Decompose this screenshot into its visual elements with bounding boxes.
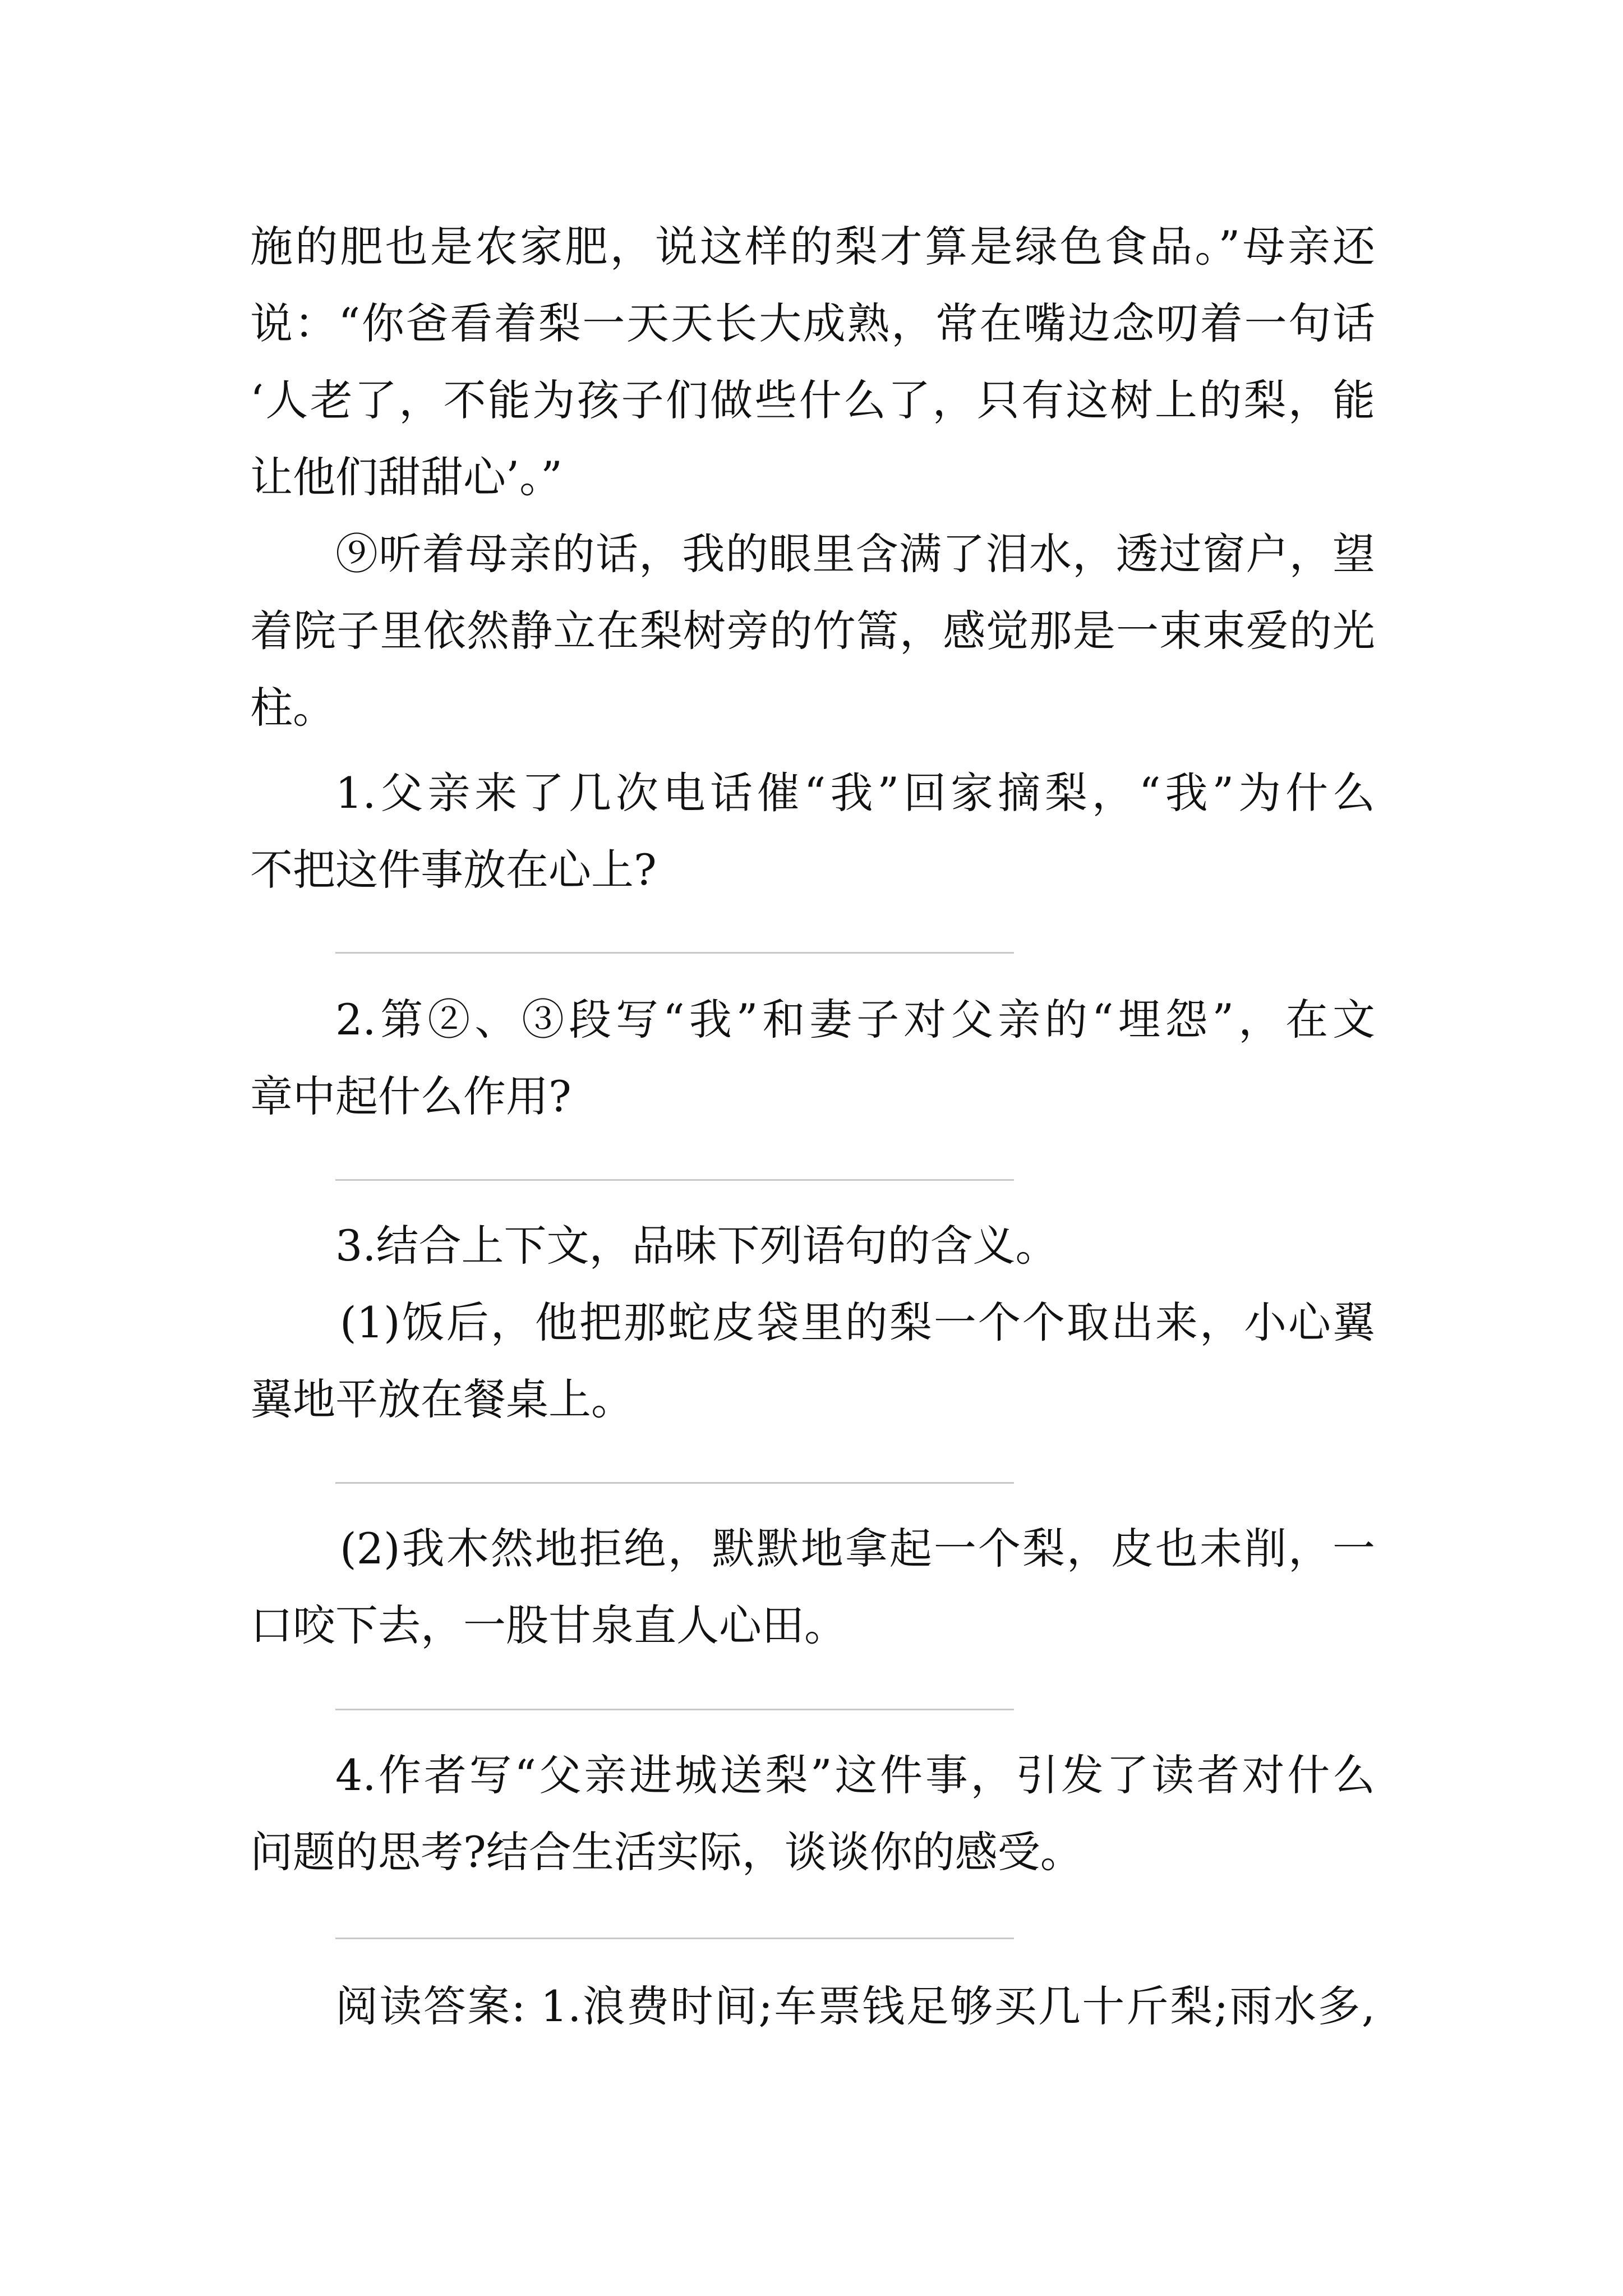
paragraph-line: 施的肥也是农家肥，说这样的梨才算是绿色食品。”母亲还 [250,222,1375,272]
answer-blank-line[interactable] [335,1938,1014,1939]
paragraph-line: ‘人老了，不能为孩子们做些什么了，只有这树上的梨，能 [250,375,1375,425]
sub-question-1-line: (1)饭后，他把那蛇皮袋里的梨一个个取出来，小心翼 [340,1297,1375,1347]
question-3-line: 3.结合上下文，品味下列语句的含义。 [335,1221,1058,1271]
paragraph-line: 柱。 [250,683,335,733]
sub-question-2-line: (2)我木然地拒绝，默默地拿起一个梨，皮也未削，一 [340,1524,1375,1573]
paragraph-line: 说：“你爸看着梨一天天长大成熟，常在嘴边念叨着一句话 [250,298,1375,348]
paragraph-line: ⑨听着母亲的话，我的眼里含满了泪水，透过窗户，望 [335,529,1375,579]
question-2-line: 2.第②、③段写“我”和妻子对父亲的“埋怨”，在文 [335,995,1375,1045]
paragraph-line: 着院子里依然静立在梨树旁的竹篙，感觉那是一束束爱的光 [250,606,1375,656]
answer-blank-line[interactable] [335,952,1014,954]
question-4-line: 问题的思考?结合生活实际，谈谈你的感受。 [250,1827,1083,1877]
answer-label: 阅读答案: [335,1981,526,2031]
sub-question-2-line: 口咬下去，一股甘泉直人心田。 [250,1600,847,1650]
question-4-line: 4.作者写“父亲进城送梨”这件事，引发了读者对什么 [335,1750,1375,1800]
paragraph-line: 让他们甜甜心’。” [250,452,563,502]
answer-section-line [335,1978,1375,2035]
answer-text: 1.浪费时间;车票钱足够买几十斤梨;雨水多, [525,1981,1375,2031]
question-1-line: 不把这件事放在心上? [250,845,657,895]
answer-blank-line[interactable] [335,1179,1014,1181]
sub-question-1-line: 翼地平放在餐桌上。 [250,1374,634,1424]
question-1-line: 1.父亲来了几次电话催“我”回家摘梨，“我”为什么 [335,768,1375,818]
answer-blank-line[interactable] [335,1482,1014,1484]
question-2-line: 章中起什么作用? [250,1071,571,1121]
answer-blank-line[interactable] [335,1709,1014,1710]
